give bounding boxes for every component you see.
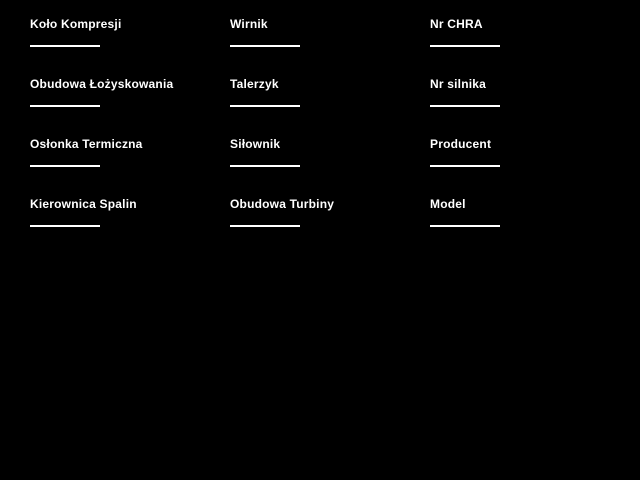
field-input-silownik[interactable]	[230, 153, 300, 167]
field-label-obudowa-lozyskowania: Obudowa Łożyskowania	[30, 77, 174, 91]
field-label-nr-silnika: Nr silnika	[430, 77, 487, 91]
field-label-wirnik: Wirnik	[230, 17, 268, 31]
field-input-kolo-kompresji[interactable]	[30, 33, 100, 47]
field-obudowa-turbiny	[230, 196, 430, 256]
field-nr-silnika	[430, 76, 630, 136]
field-label-talerzyk: Talerzyk	[230, 77, 279, 91]
field-label-silownik: Siłownik	[230, 137, 281, 151]
field-oslonka-termiczna	[30, 136, 230, 196]
field-input-nr-silnika[interactable]	[430, 93, 500, 107]
field-input-producent[interactable]	[430, 153, 500, 167]
field-silownik	[230, 136, 430, 196]
field-kierownica-spalin	[30, 196, 230, 256]
field-talerzyk	[230, 76, 430, 136]
field-input-obudowa-lozyskowania[interactable]	[30, 93, 100, 107]
field-obudowa-lozyskowania	[30, 76, 230, 136]
field-input-wirnik[interactable]	[230, 33, 300, 47]
field-input-obudowa-turbiny[interactable]	[230, 213, 300, 227]
field-label-model: Model	[430, 197, 466, 211]
field-input-nr-chra[interactable]	[430, 33, 500, 47]
field-label-nr-chra: Nr CHRA	[430, 17, 483, 31]
field-label-producent: Producent	[430, 137, 492, 151]
field-label-kierownica-spalin: Kierownica Spalin	[30, 197, 137, 211]
field-label-obudowa-turbiny: Obudowa Turbiny	[230, 197, 335, 211]
field-nr-chra	[430, 16, 630, 76]
field-input-oslonka-termiczna[interactable]	[30, 153, 100, 167]
form-column-turbine-side	[230, 16, 430, 256]
field-input-talerzyk[interactable]	[230, 93, 300, 107]
field-kolo-kompresji	[30, 16, 230, 76]
field-label-oslonka-termiczna: Osłonka Termiczna	[30, 137, 143, 151]
form-column-identification	[430, 16, 630, 256]
field-producent	[430, 136, 630, 196]
field-label-kolo-kompresji: Koło Kompresji	[30, 17, 122, 31]
form-column-compressor-side	[30, 16, 230, 256]
field-input-model[interactable]	[430, 213, 500, 227]
field-input-kierownica-spalin[interactable]	[30, 213, 100, 227]
field-model	[430, 196, 630, 256]
field-wirnik	[230, 16, 430, 76]
